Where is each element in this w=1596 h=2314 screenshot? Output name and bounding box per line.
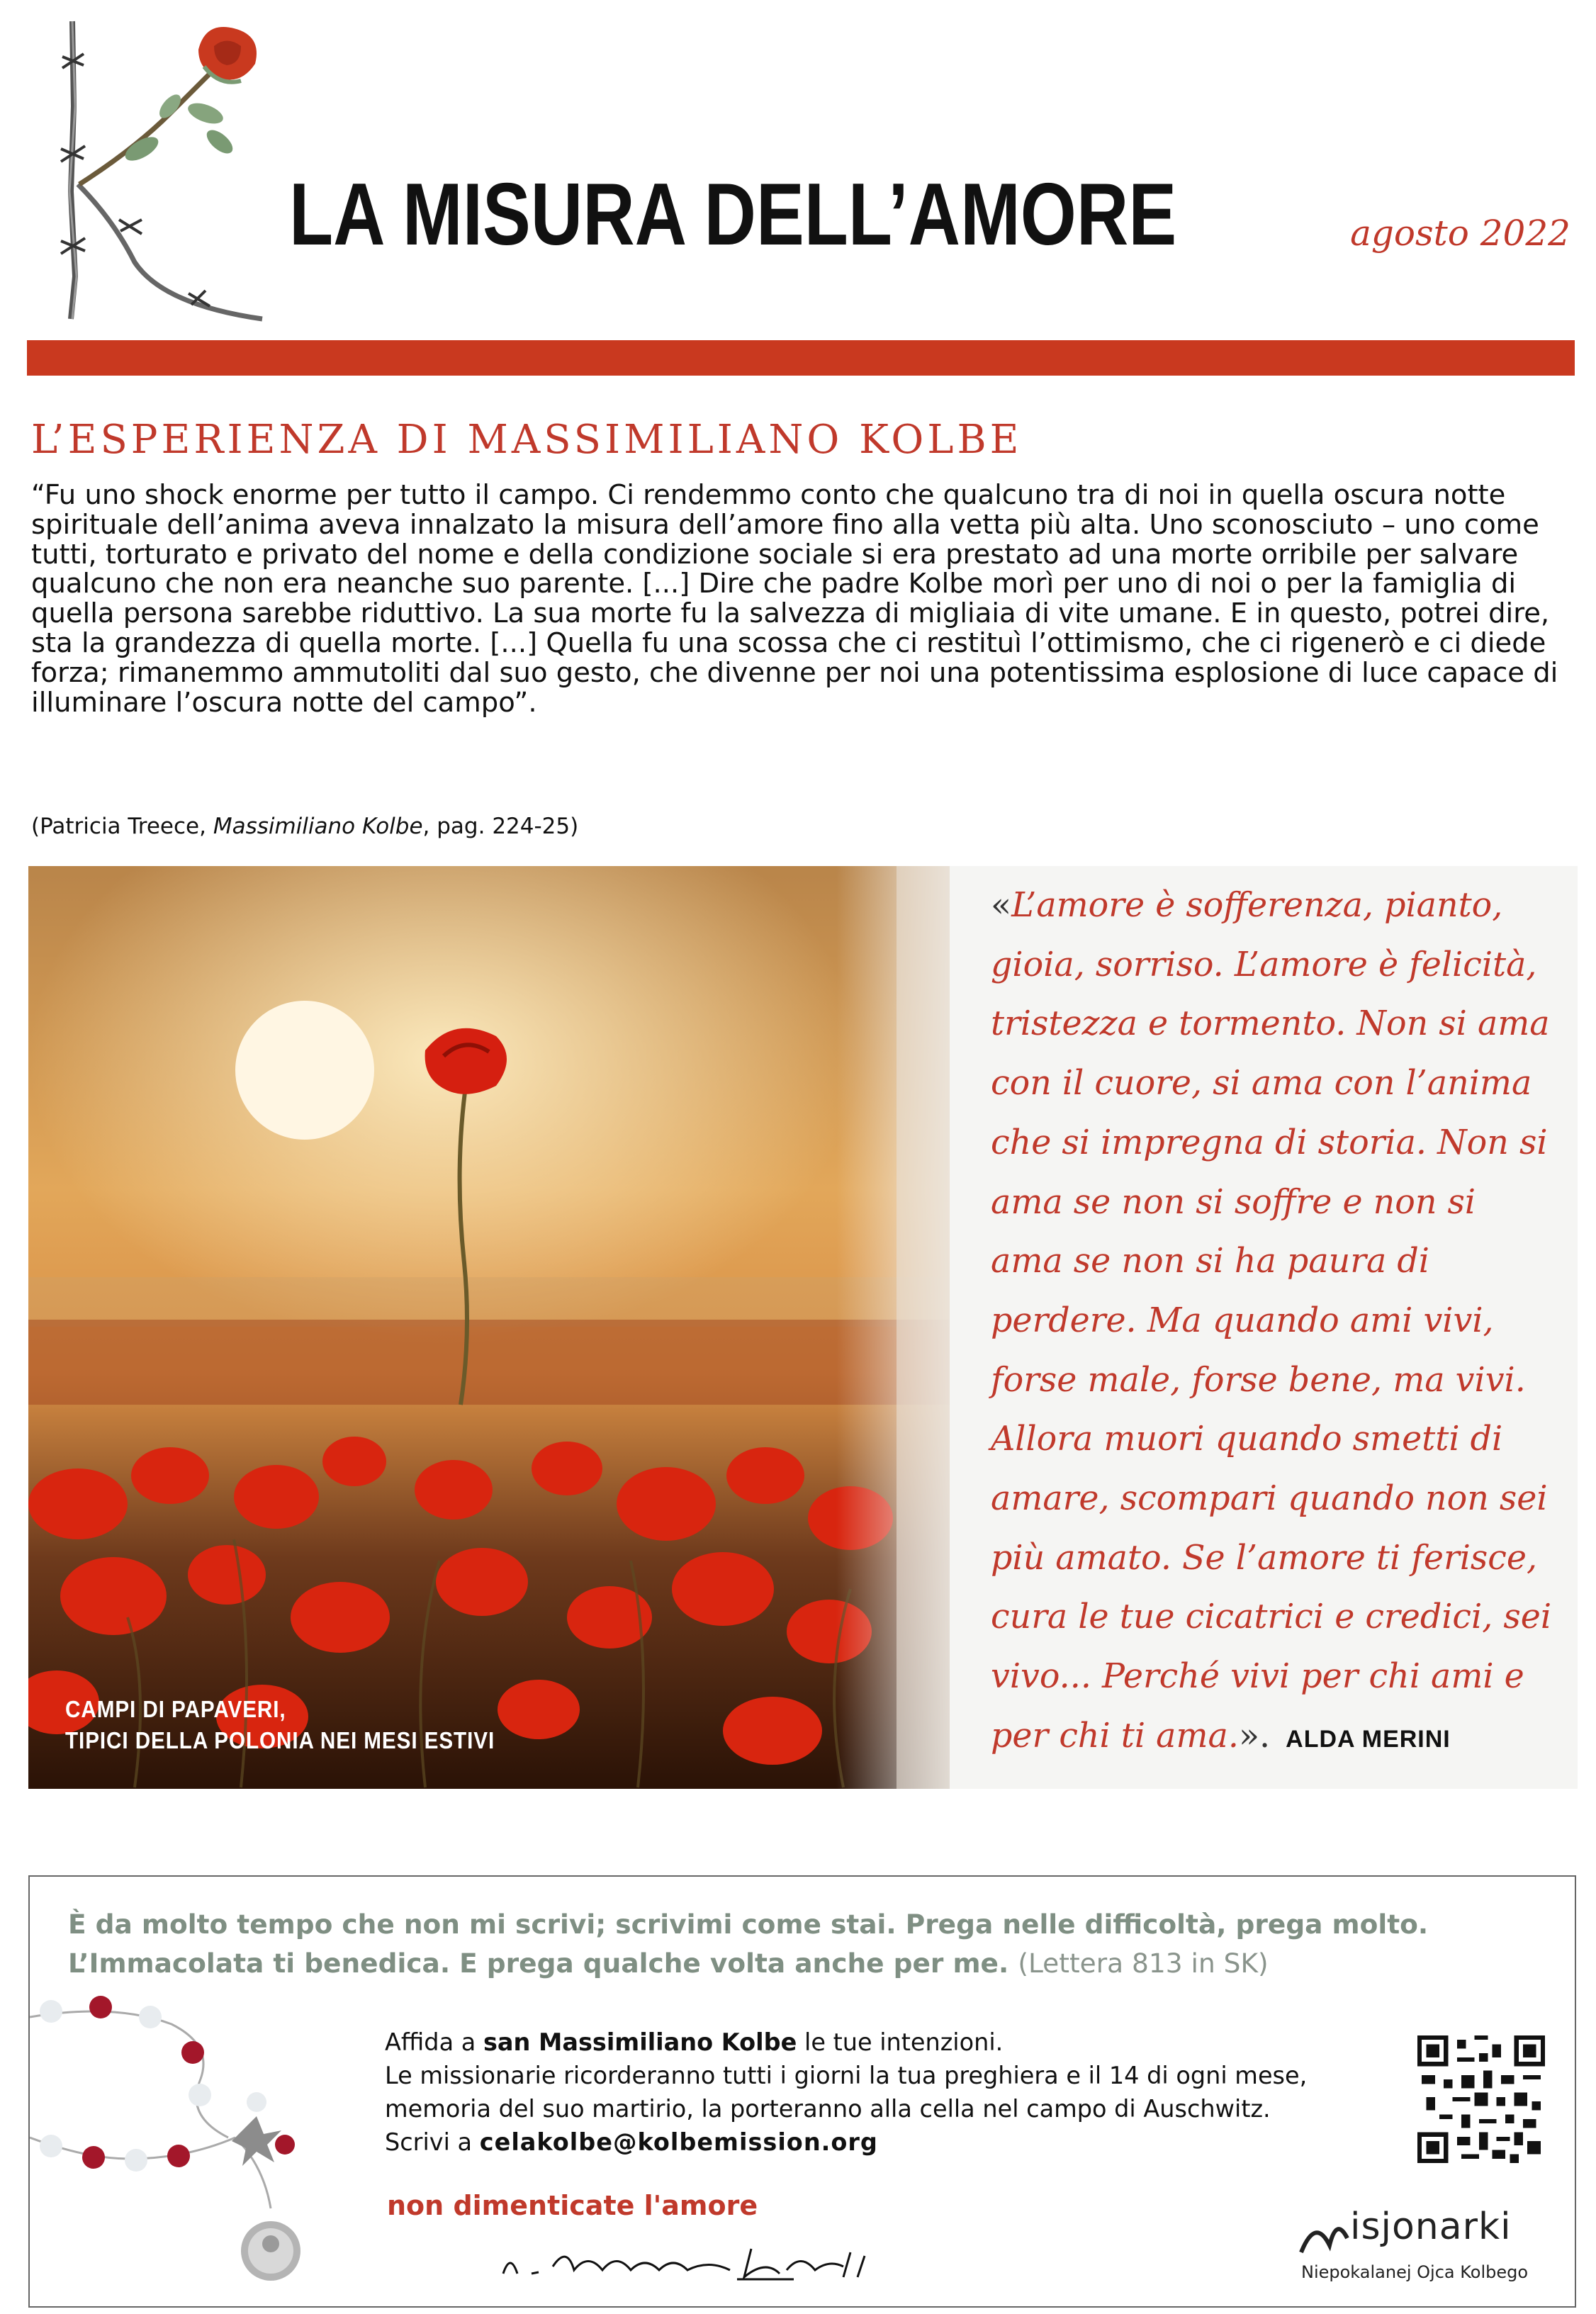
issue-date: agosto 2022 [1350,213,1570,254]
caption-line-1: CAMPI DI PAPAVERI, [65,1696,286,1722]
organization-name: isjonarki [1350,2206,1512,2248]
intentions-line-3 [385,2125,1391,2159]
caption-line-2: TIPICI DELLA POLONIA NEI MESI ESTIVI [65,1727,495,1753]
quote-close-mark: ». [1238,1716,1271,1756]
poppy-field-photo [28,866,950,1789]
citation-page: , pag. 224-25) [422,814,579,839]
intentions-suffix: le tue intenzioni. [797,2028,1004,2056]
signature-image [496,2238,893,2288]
intentions-line-1 [385,2026,1391,2059]
section-heading: L’ESPERIENZA DI MASSIMILIANO KOLBE [31,417,1023,463]
qr-code-icon[interactable] [1417,2035,1545,2163]
quote-open-mark: « [991,886,1012,925]
quote-author: ALDA MERINI [1286,1725,1451,1753]
intentions-prefix: Affida a [385,2028,483,2056]
write-to-prefix: Scrivi a [385,2128,480,2156]
citation-book: Massimiliano Kolbe [213,814,423,839]
article-body: “Fu uno shock enorme per tutto il campo. Ci rendemmo conto che qualcuno tra di noi in quella oscura notte spirituale dell’anima aveva innalzato la misura dell’amore fino alla vetta più alta. Uno sconosciuto – uno come tutti, torturato e privato del nome e della condizione sociale si era prestato ad una morte orribile per salvare qualcuno che non era neanche suo parente. [...] Dire che padre Kolbe morì per uno di noi o per la famiglia di quella persona sarebbe riduttivo. La sua morte fu la salvezza di migliaia di vite umane. E in questo, potrei dire, sta la grandezza di quella morte. [...] Quella fu una scossa che ci restituì l’ottimismo, che ci rigenerò e ci diede forza; rimanemmo ammutoliti dal suo gesto, che divenne per noi una potentissima esplosione di luce capace di illuminare l’oscura notte del campo”. [31,479,1558,719]
intentions-text [385,2026,1391,2159]
slogan: non dimenticate l'amore [387,2190,758,2221]
letter-text: È da molto tempo che non mi scrivi; scrivimi come stai. Prega nelle difficoltà, prega molto. L’Immacolata ti benedica. E prega qualche volta anche per me. [68,1909,1429,1979]
saint-name: san Massimiliano Kolbe [483,2028,797,2056]
intentions-line-2: Le missionarie ricorderanno tutti i giorni la tua preghiera e il 14 di ogni mese, memoria del suo martirio, la porteranno alla cella nel campo di Auschwitz. [385,2062,1308,2123]
kolbe-letter-quote [68,1905,1528,1983]
page-title: LA MISURA DELL’AMORE [289,166,1177,264]
organization-subtitle: Niepokalanej Ojca Kolbego [1301,2262,1529,2282]
header-divider [27,340,1575,376]
citation-author: (Patricia Treece, [31,814,213,839]
rose-barbed-wire-k-logo [28,7,312,340]
alda-merini-quote [991,876,1558,1770]
rosary-image [30,1996,370,2308]
quote-text: L’amore è sofferenza, pianto, gioia, sorriso. L’amore è felicità, tristezza e tormento. Non si ama con il cuore, si ama con l’anima che si impregna di storia. Non si ama se non si soffre e non si ama se non si ha paura di perdere. Ma quando ami vivi, forse male, forse bene, ma vivi. Allora muori quando smetti di amare, scompari quando non sei più amato. Se l’amore ti ferisce, cura le tue cicatrici e credici, sei vivo... Perché vivi per chi ami e per chi ti ama. [991,886,1552,1756]
photo-caption [65,1694,495,1756]
letter-reference: (Lettera 813 in SK) [1018,1948,1269,1979]
contact-email[interactable]: celakolbe@kolbemission.org [479,2128,878,2156]
article-citation [31,814,578,839]
